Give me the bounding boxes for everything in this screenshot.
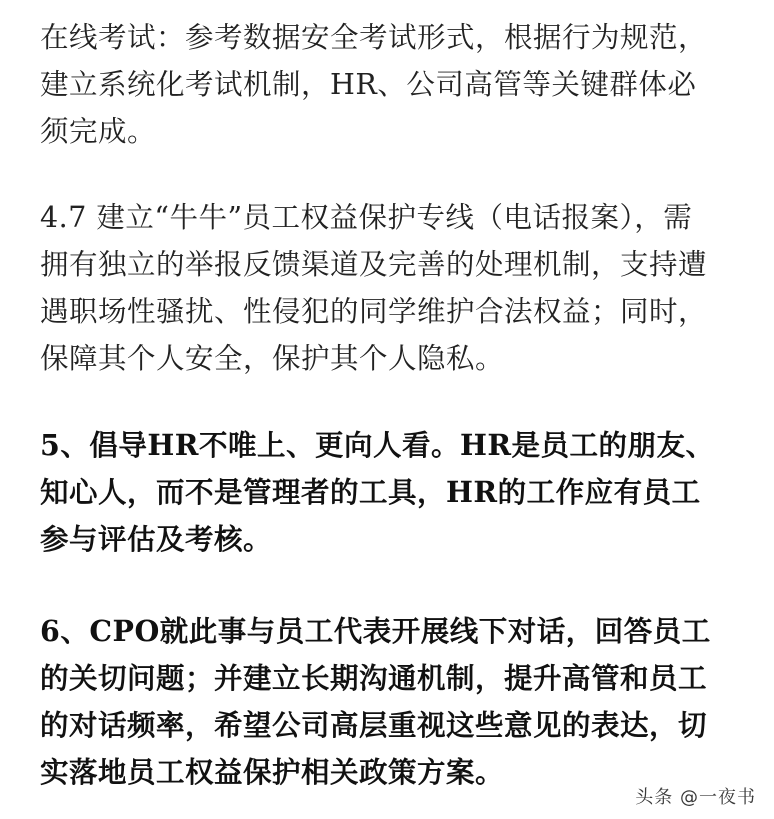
paragraph-cpo-dialogue bbox=[40, 608, 740, 796]
paragraph-line: 拥有独立的举报反馈渠道及完善的处理机制，支持遭 bbox=[40, 248, 708, 281]
paragraph-line: 实落地员工权益保护相关政策方案。 bbox=[40, 755, 505, 789]
paragraph-online-exam bbox=[40, 14, 740, 155]
paragraph-line: 的对话频率，希望公司高层重视这些意见的表达，切 bbox=[40, 708, 708, 742]
paragraph-line: 5、倡导HR不唯上、更向人看。HR是员工的朋友、 bbox=[40, 428, 715, 462]
paragraph-line: 遇职场性骚扰、性侵犯的同学维护合法权益；同时， bbox=[40, 295, 708, 328]
paragraph-line: 6、CPO就此事与员工代表开展线下对话，回答员工 bbox=[40, 614, 711, 648]
paragraph-line: 知心人，而不是管理者的工具，HR的工作应有员工 bbox=[40, 475, 701, 509]
paragraph-line: 在线考试：参考数据安全考试形式，根据行为规范， bbox=[40, 21, 708, 54]
paragraph-hr-advocacy bbox=[40, 422, 740, 563]
paragraph-line: 4.7 建立“牛牛”员工权益保护专线（电话报案），需 bbox=[40, 201, 693, 234]
paragraph-line: 参与评估及考核。 bbox=[40, 522, 273, 556]
paragraph-line: 建立系统化考试机制，HR、公司高管等关键群体必 bbox=[40, 68, 697, 101]
paragraph-line: 须完成。 bbox=[40, 115, 157, 148]
paragraph-hotline bbox=[40, 194, 740, 382]
paragraph-line: 的关切问题；并建立长期沟通机制，提升高管和员工 bbox=[40, 661, 708, 695]
source-watermark: 头条 @一夜书 bbox=[635, 787, 756, 808]
paragraph-line: 保障其个人安全，保护其个人隐私。 bbox=[40, 342, 505, 375]
